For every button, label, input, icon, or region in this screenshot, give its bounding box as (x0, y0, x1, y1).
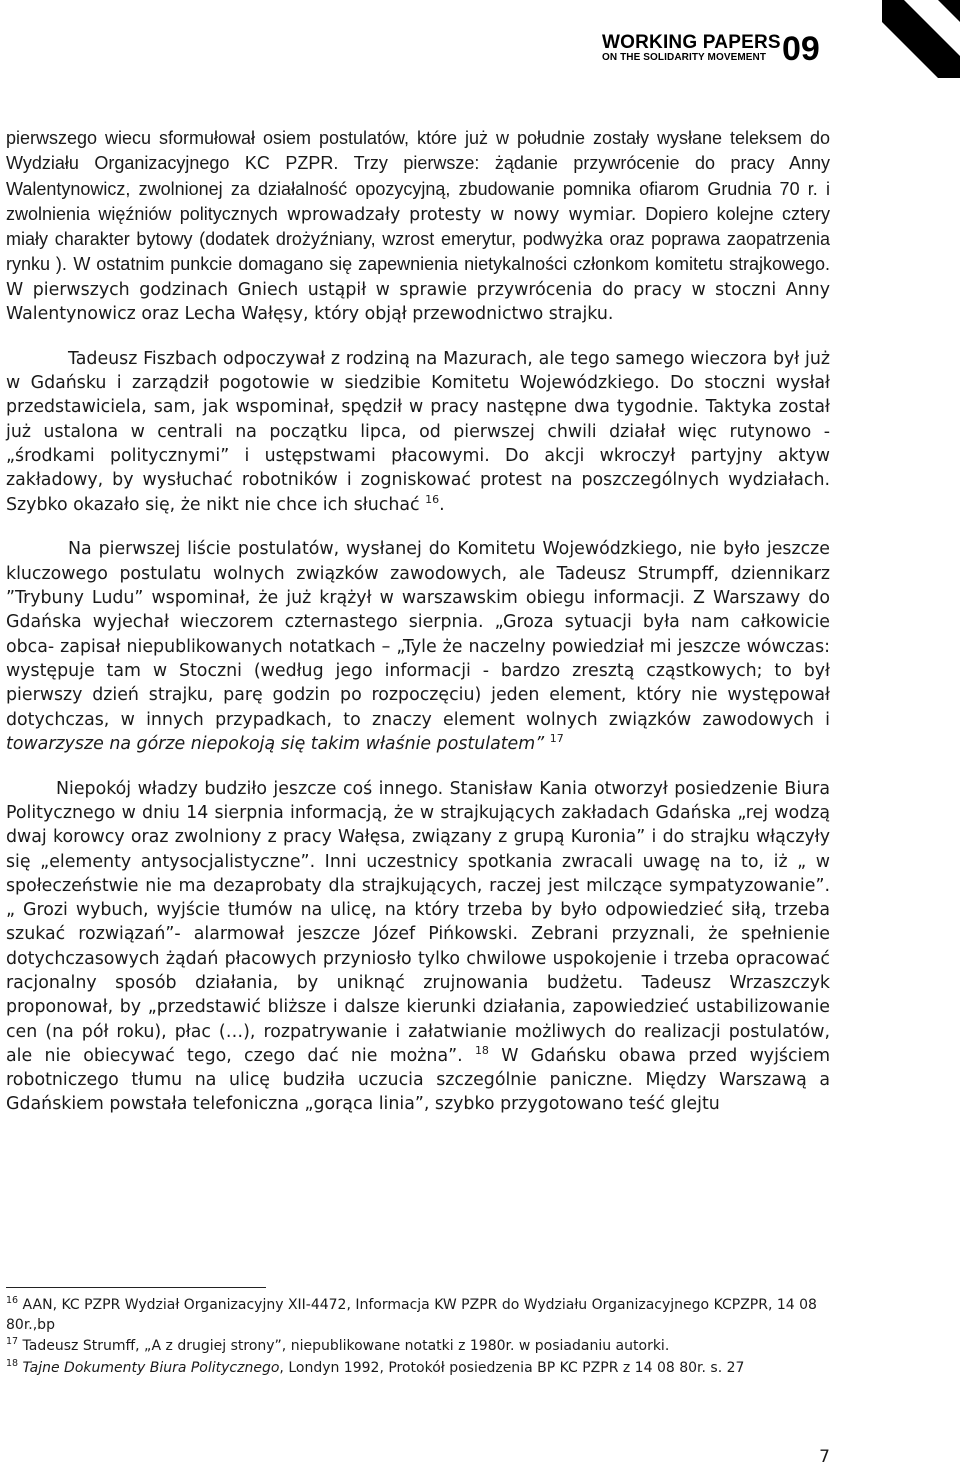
paragraph-2-end: . (439, 494, 445, 515)
footnote-ref-16[interactable]: 16 (425, 492, 440, 506)
paragraph-4 (6, 777, 830, 1117)
footnote-17 (6, 1337, 836, 1357)
footnote-18-title: Tajne Dokumenty Biura Politycznego (22, 1359, 280, 1376)
paragraph-2-text: Tadeusz Fiszbach odpoczywał z rodziną na Mazurach, ale tego samego wieczora był już w Gdańsku i zarządził pogotowie w siedzibie Komitetu Wojewódzkiego. Do stoczni wysłał przedstawiciela, sam, jak wspominał, spędził w pracy następne dwa tygodnie. Taktyka został już ustalona w centrali na początku lipca, od pierwszej chwili działał więc rutynowo - „środkami politycznymi” i ustępstwami płacowymi. Do akcji wkroczył partyjny aktyw zakładowy, by wysłuchać robotników i zogniskować protest na poszczególnych wydziałach. Szybko okazało się, że nikt nie chce ich słuchać (6, 348, 830, 515)
paragraph-3-italic-quote: towarzysze na górze niepokoją się takim właśnie postulatem” (6, 733, 545, 754)
footnote-17-number: 17 (6, 1336, 19, 1347)
brand-title: WORKING PAPERS (602, 32, 781, 53)
footnotes (6, 1296, 836, 1380)
footnote-18-number: 18 (6, 1357, 19, 1369)
corner-x-decoration-icon (882, 0, 960, 78)
brand-subtitle: ON THE SOLIDARITY MOVEMENT (602, 52, 767, 63)
paragraph-1-sentence-3: Dopiero kolejne cztery miały charakter bytowy (dodatek drożyźniany, wzrost emerytur, podwyżka oraz poprawa zaopatrzenia rynku ). (6, 203, 830, 275)
issue-number: 09 (782, 30, 820, 68)
paragraph-2 (6, 347, 830, 517)
footnote-ref-18[interactable]: 18 (474, 1043, 489, 1057)
footnote-16 (6, 1296, 836, 1335)
footnote-16-text: AAN, KC PZPR Wydział Organizacyjny XII-4472, Informacja KW PZPR do Wydziału Organizacyjnego KCPZPR, 14 08 80r.,bp (6, 1297, 817, 1333)
paragraph-1-sentence-5: W pierwszych godzinach Gniech ustąpił w sprawie przywrócenia do pracy w stoczni Anny Walentynowicz oraz Lecha Wałęsy, który objął przewodnictwo strajku. (6, 279, 830, 325)
paragraph-4-text-1: Niepokój władzy budziło jeszcze coś innego. Stanisław Kania otworzył posiedzenie Biura Politycznego w dniu 14 sierpnia informacją, że w strajkujących zakładach Gdańska „rej wodzą dwaj korowcy oraz zwolniony z pracy Wałęsa, związany z grupą Kuronia” i do strajku włączyły się „elementy antysocjalistyczne”. Inni uczestnicy spotkania zwracali uwagę na to, iż „ w społeczeństwie nie ma dezaprobaty dla strajkujących, raczej jest milczące sympatyzowanie”. „ Grozi wybuch, wyjście tłumów na ulicę, na który trzeba by było odpowiedzieć siłą, trzeba szukać rozwiązań”- alarmował jeszcze Józef Pińkowski. Zebrani przyznali, że spełnienie dotychczasowych żądań płacowych przyniosło tylko chwilowe uspokojenie i trzeba opracować racjonalny sposób działania, by uniknąć zrujnowania budżetu. Tadeusz Wrzaszczyk proponował, by „przedstawić bliższe i dalsze kierunki działania, zapowiedzieć ustabilizowanie cen (na pół roku), płac (…), rozpatrywanie i załatwianie możliwych do realizacji postulatów, ale nie obiecywać tego, czego dać nie można”. (6, 778, 830, 1066)
article-body (6, 126, 830, 1137)
footnote-16-number: 16 (6, 1295, 19, 1306)
footnote-ref-17[interactable]: 17 (549, 731, 564, 745)
footnote-divider (6, 1287, 266, 1288)
footnote-18-text: , Londyn 1992, Protokół posiedzenia BP KC PZPR z 14 08 80r. s. 27 (279, 1359, 745, 1376)
paragraph-1-sentence-1: pierwszego wiecu sformułował osiem postulatów, które już w południe zostały wysłane teleksem do Wydziału Organizacyjnego KC PZPR. Trzy pierwsze: żądanie przywrócenie do pracy Anny Walentynowicz, zwolnionej za działalność opozycyjną, zbudowanie pomnika ofiarom Grudnia 70 r. i zwolnienia więźniów politycznych (6, 128, 830, 224)
paragraph-3 (6, 537, 830, 756)
paragraph-4-text-2: W Gdańsku obawa przed wyjściem robotniczego tłumu na ulicę budziła uczucia szczególnie paniczne. Między Warszawą a Gdańskiem powstała telefoniczna „gorąca linia”, szybko przygotowano teść glejtu (6, 1045, 831, 1115)
footnote-18 (6, 1359, 836, 1379)
paragraph-1-sentence-4: W ostatnim punkcie domagano się zapewnienia nietykalności członkom komitetu strajkowego. (73, 254, 831, 275)
paragraph-1-sentence-2: wprowadzały protesty w nowy wymiar. (286, 204, 637, 225)
paragraph-3-text: Na pierwszej liście postulatów, wysłanej do Komitetu Wojewódzkiego, nie było jeszcze kluczowego postulatu wolnych związków zawodowych, ale Tadeusz Strumpff, dziennikarz ”Trybuny Ludu” wspominał, że już krążył w warszawskim obiegu informacji. Z Warszawy do Gdańska wyjechał wieczorem czternastego sierpnia. „Groza sytuacji była nam całkowicie obca- zapisał niepublikowanych notatkach – „Tyle że naczelny powiedział mi jeszcze wówczas: występuje tam w Stoczni (według jego informacji - bardzo zresztą cząstkowych; to był pierwszy dzień strajku, parę godzin po rozpoczęciu) jeden element, który nie występował dotychczas, w innych przypadkach, to znaczy element wolnych związków zawodowych i (6, 539, 830, 730)
publication-brand (602, 32, 781, 64)
paragraph-1 (6, 126, 830, 326)
page-number: 7 (819, 1447, 830, 1467)
footnote-17-text: Tadeusz Strumff, „A z drugiej strony”, niepublikowane notatki z 1980r. w posiadaniu autorki. (22, 1338, 670, 1354)
